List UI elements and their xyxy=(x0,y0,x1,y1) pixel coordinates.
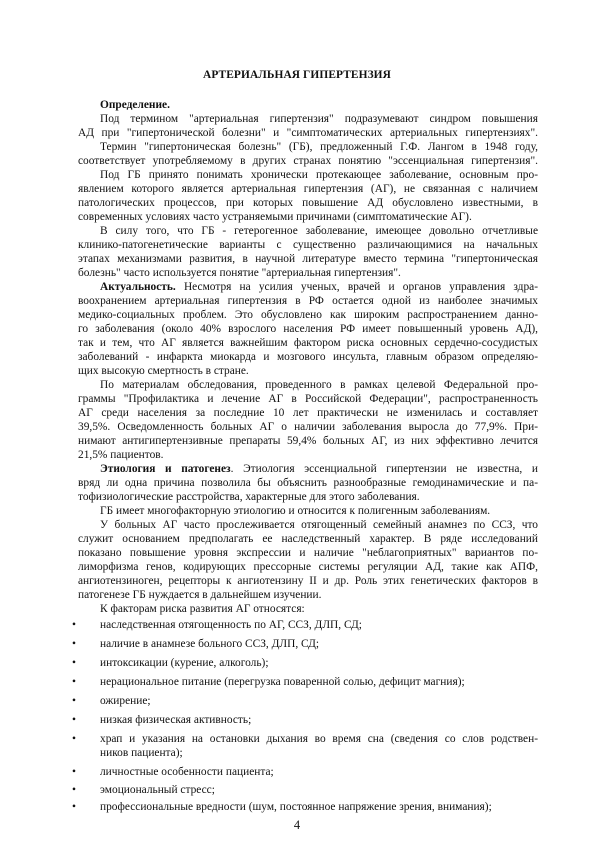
paragraph-line: В силу того, что ГБ - гетерогенное заболевание, имеющее довольно отчетливые xyxy=(100,225,538,237)
bullet-icon: • xyxy=(72,657,76,669)
paragraph-line: воохранением артериальная гипертензия в РФ остается одной из наиболее значимых xyxy=(78,295,538,307)
paragraph-line: лиморфизма генов, кодирующих прессорные системы регуляции АД, такие как АПФ, xyxy=(78,561,538,573)
section-heading-relevance: Актуальность. xyxy=(100,281,176,293)
paragraph-line: так и тем, что АГ является важнейшим фактором риска основных сердечно-сосудистых xyxy=(78,337,538,349)
bullet-icon: • xyxy=(72,784,76,796)
paragraph-line: У больных АГ часто прослеживается отягощенный семейный анамнез по ССЗ, что xyxy=(100,519,538,531)
paragraph-line: показано повышение уровня экспрессии и наличие "неблагоприятных" вариантов по- xyxy=(78,547,538,559)
bullet-icon: • xyxy=(72,766,76,778)
list-intro: К факторам риска развития АГ относятся: xyxy=(100,603,305,615)
paragraph-line: служит основанием предполагать ее наследственный характер. В ряде исследований xyxy=(78,533,538,545)
paragraph-line: Под термином "артериальная гипертензия" подразумевают синдром повышения xyxy=(100,113,538,125)
paragraph-line: АГ среди населения за последние 10 лет практически не изменилась и составляет xyxy=(78,407,538,419)
paragraph-line: ГБ имеет многофакторную этиологию и относится к полигенным заболеваниям. xyxy=(100,505,491,517)
bullet-icon: • xyxy=(72,801,76,813)
paragraph-line: 39,5%. Осведомленность больных АГ о наличии заболевания выросла до 77,9%. При- xyxy=(78,421,538,433)
paragraph-line: граммы "Профилактика и лечение АГ в Российской Федерации", распространенность xyxy=(78,393,538,405)
list-item: ожирение; xyxy=(100,695,151,707)
list-item: личностные особенности пациента; xyxy=(100,766,274,778)
paragraph-line: го заболевания (около 40% взрослого населения РФ имеет повышенный уровень АД), xyxy=(78,323,538,335)
paragraph-line-etiology xyxy=(100,462,538,476)
paragraph-line: медико-социальных проблем. Это обусловлено как широким распространением данно- xyxy=(78,309,538,321)
list-item: интоксикации (курение, алкоголь); xyxy=(100,657,269,669)
paragraph-line: нимают антигипертензивные препараты 59,4% больных АГ, из них эффективно лечится xyxy=(78,435,538,447)
list-item-continuation: ников пациента); xyxy=(100,747,183,759)
bullet-icon: • xyxy=(72,695,76,707)
paragraph-line: патогенезе ГБ нуждается в дальнейшем изучении. xyxy=(78,589,322,601)
bullet-icon: • xyxy=(72,714,76,726)
bullet-icon: • xyxy=(72,733,76,745)
paragraph-line: соответствует употребляемому в других странах понятию "эссенциальная гипертензия". xyxy=(78,155,538,167)
bullet-icon: • xyxy=(72,638,76,650)
paragraph-line: этапах механизмами развития, в научной литературе вместо термина "гипертоническая xyxy=(78,253,538,265)
paragraph-text: Несмотря на усилия ученых, врачей и органов управления здра- xyxy=(175,281,538,293)
section-heading-definition: Определение. xyxy=(100,99,170,111)
page-number: 4 xyxy=(293,818,301,832)
list-item: эмоциональный стресс; xyxy=(100,784,215,796)
list-item: низкая физическая активность; xyxy=(100,714,252,726)
section-heading-etiology: Этиология и патогенез xyxy=(100,463,231,475)
list-item: нерациональное питание (перегрузка поваренной солью, дефицит магния); xyxy=(100,676,465,688)
paragraph-line: 21,5% пациентов. xyxy=(78,449,164,461)
list-item: наличие в анамнезе больного ССЗ, ДЛП, СД; xyxy=(100,638,320,650)
paragraph-line: явлением которого является артериальная гипертензия (АГ), не связанная с наличием xyxy=(78,183,538,195)
paragraph-line: тофизиологические расстройства, характерные для этого заболевания. xyxy=(78,491,420,503)
list-item: профессиональные вредности (шум, постоянное напряжение зрения, внимания); xyxy=(100,801,492,813)
paragraph-line: заболеваний - инфаркта миокарда и мозгового инсульта, главным образом определяю- xyxy=(78,351,538,363)
paragraph-line: болезнь" часто используется понятие "артериальная гипертензия". xyxy=(78,267,401,279)
paragraph-line: клинико-патогенетические варианты с существенно различающимися на начальных xyxy=(78,239,538,251)
paragraph-line: современных условиях часто устраняемыми причинами (симптоматические АГ). xyxy=(78,211,472,223)
bullet-icon: • xyxy=(72,676,76,688)
paragraph-line: вряд ли одна причина позволила бы объяснить разнообразные гемодинамические и па- xyxy=(78,477,538,489)
paragraph-line: По материалам обследования, проведенного в рамках целевой Федеральной про- xyxy=(100,379,538,391)
paragraph-line: Под ГБ принято понимать хронически протекающее заболевание, основным про- xyxy=(100,169,538,181)
paragraph-text: . Этиология эссенциальной гипертензии не известна, и xyxy=(230,463,538,475)
list-item: наследственная отягощенность по АГ, ССЗ, ДЛП, СД; xyxy=(100,619,362,631)
list-item: храп и указания на остановки дыхания во время сна (сведения со слов родствен- xyxy=(100,733,538,745)
paragraph-line: патологических процессов, при которых повышение АД обусловлено известными, в xyxy=(78,197,538,209)
paragraph-line: щих высокую смертность в стране. xyxy=(78,365,249,377)
paragraph-line-relevance xyxy=(100,280,538,294)
paragraph-line: АД при "гипертонической болезни" и "симптоматических артериальных гипертензиях". xyxy=(78,127,538,139)
bullet-icon: • xyxy=(72,619,76,631)
paragraph-line: Термин "гипертоническая болезнь" (ГБ), предложенный Г.Ф. Лангом в 1948 году, xyxy=(100,141,538,153)
paragraph-line: ангиотензиноген, рецепторы к ангиотензину II и др. Роль этих генетических факторов в xyxy=(78,575,538,587)
document-title: АРТЕРИАЛЬНАЯ ГИПЕРТЕНЗИЯ xyxy=(203,69,391,81)
